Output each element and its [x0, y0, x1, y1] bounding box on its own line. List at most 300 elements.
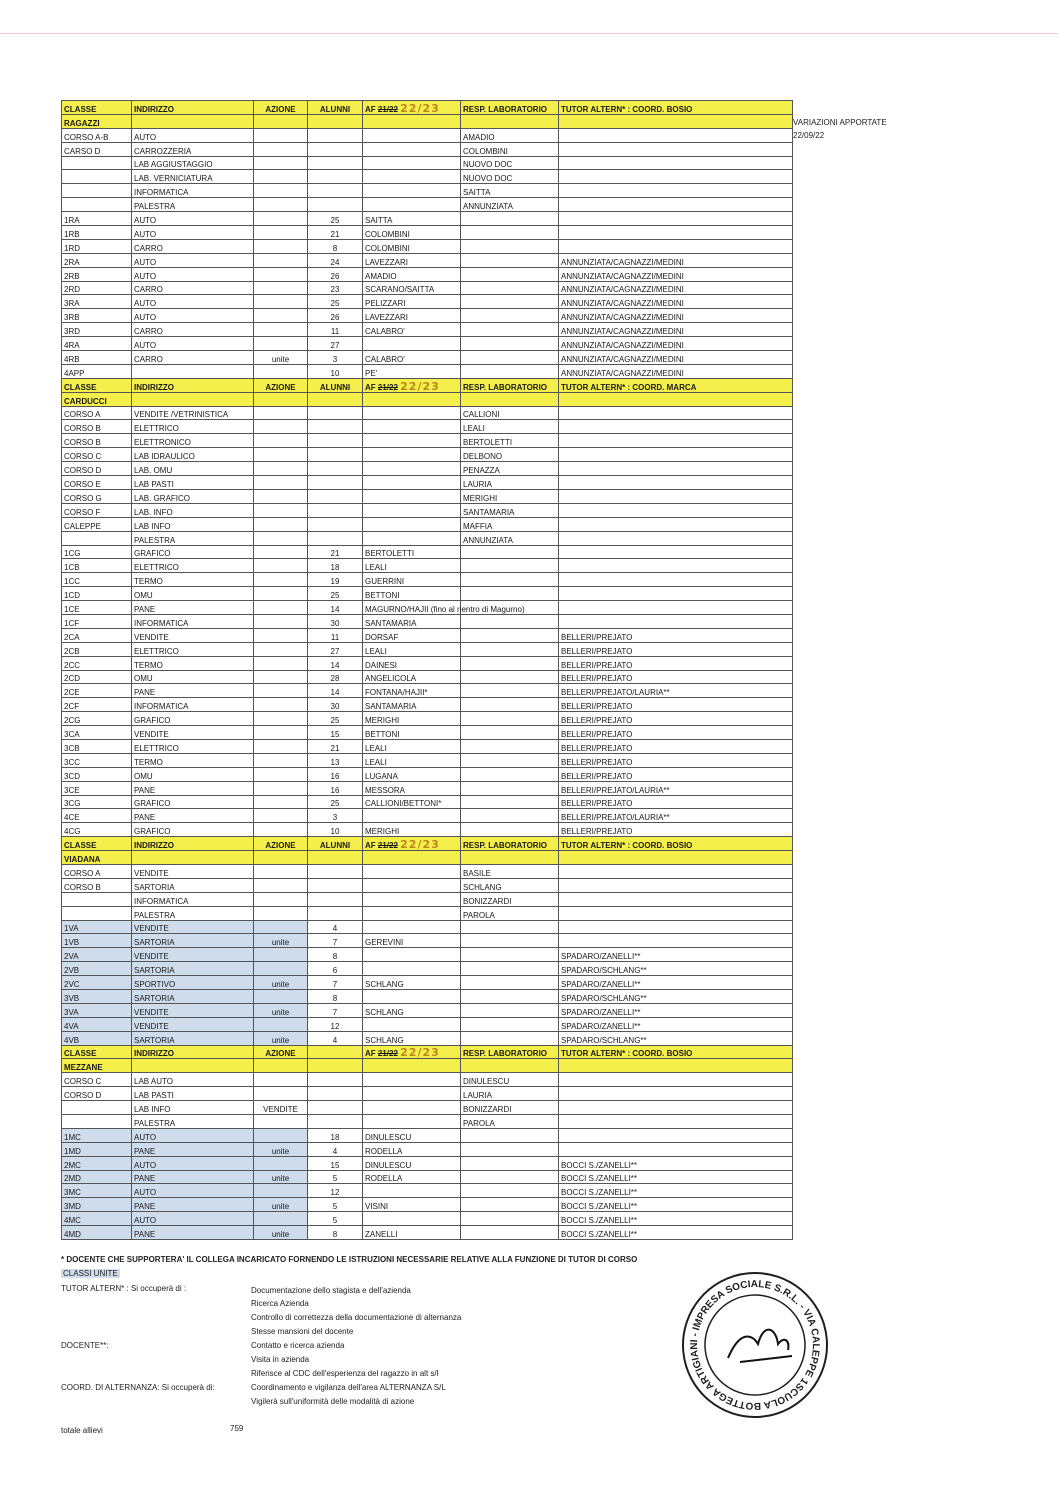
table-row	[62, 990, 793, 1004]
cell-classe: CORSO D	[62, 462, 132, 476]
cell-indirizzo: GRAFICO	[132, 545, 254, 559]
cell-indirizzo: VENDITE	[132, 1003, 254, 1017]
table-row	[62, 906, 793, 920]
cell-af: GUERRINI	[363, 573, 461, 587]
cell-classe	[62, 906, 132, 920]
cell-azione	[254, 823, 308, 837]
cell-azione	[254, 364, 308, 378]
cell-af: CALLIONI/BETTONI*	[363, 795, 461, 809]
cell-indirizzo: LAB PASTI	[132, 476, 254, 490]
cell-azione	[254, 892, 308, 906]
cell-indirizzo: GRAFICO	[132, 823, 254, 837]
cell-azione: unite	[254, 1003, 308, 1017]
table-row	[62, 892, 793, 906]
cell-af: MERIGHI	[363, 712, 461, 726]
cell-azione	[254, 142, 308, 156]
cell-alunni: ALUNNI	[308, 378, 363, 392]
coord-label: COORD. DI ALTERNANZA: Si occuperà di:	[61, 1383, 215, 1392]
cell-tutor: BELLERI/PREJATO	[559, 753, 793, 767]
cell-azione	[254, 684, 308, 698]
cell-tutor: BOCCI S./ZANELLI**	[559, 1198, 793, 1212]
cell-resp: MERIGHI	[461, 489, 559, 503]
cell-indirizzo: INFORMATICA	[132, 698, 254, 712]
cell-af	[363, 503, 461, 517]
cell-indirizzo: LAB PASTI	[132, 1087, 254, 1101]
cell-indirizzo: AUTO	[132, 212, 254, 226]
cell-classe: 3MC	[62, 1184, 132, 1198]
cell-classe: CORSO G	[62, 489, 132, 503]
table-row	[62, 1226, 793, 1240]
cell-tutor	[559, 1073, 793, 1087]
cell-azione	[254, 990, 308, 1004]
cell-azione	[254, 712, 308, 726]
cell-resp: SANTAMARIA	[461, 503, 559, 517]
cell-indirizzo: VENDITE	[132, 628, 254, 642]
cell-resp	[461, 962, 559, 976]
cell-indirizzo: PANE	[132, 809, 254, 823]
header-row	[62, 101, 793, 115]
table-row	[62, 573, 793, 587]
cell-alunni: 25	[308, 295, 363, 309]
cell-resp	[461, 726, 559, 740]
cell-tutor	[559, 462, 793, 476]
cell-classe	[62, 531, 132, 545]
cell-classe: 3CC	[62, 753, 132, 767]
cell-classe: 1VB	[62, 934, 132, 948]
cell-alunni: ALUNNI	[308, 101, 363, 115]
cell-tutor: BELLERI/PREJATO	[559, 795, 793, 809]
cell-af: SCHLANG	[363, 976, 461, 990]
variations-title: VARIAZIONI APPORTATE	[793, 118, 887, 127]
cell-azione	[254, 1115, 308, 1129]
table-row	[62, 309, 793, 323]
table-row	[62, 864, 793, 878]
cell-classe: 3CG	[62, 795, 132, 809]
cell-tutor	[559, 420, 793, 434]
table-row	[62, 128, 793, 142]
class-assignment-table	[61, 100, 793, 1240]
variations-date: 22/09/22	[793, 131, 825, 140]
cell-azione	[254, 1073, 308, 1087]
cell-alunni: 5	[308, 1170, 363, 1184]
cell-classe: 1RD	[62, 239, 132, 253]
cell-classe: CORSO A-B	[62, 128, 132, 142]
cell-azione	[254, 1017, 308, 1031]
cell-af: AF 21/22 22/23	[363, 1045, 461, 1059]
cell-alunni	[308, 1115, 363, 1129]
cell-alunni	[308, 462, 363, 476]
cell-af: SCHLANG	[363, 1031, 461, 1045]
cell-af: LEALI	[363, 753, 461, 767]
cell-indirizzo: VENDITE /VETRINISTICA	[132, 406, 254, 420]
cell-tutor: TUTOR ALTERN* : COORD. BOSIO	[559, 1045, 793, 1059]
cell-af: BETTONI	[363, 726, 461, 740]
cell-tutor	[559, 184, 793, 198]
table-row	[62, 559, 793, 573]
cell-resp	[461, 1128, 559, 1142]
cell-alunni	[308, 906, 363, 920]
cell-af: COLOMBINI	[363, 226, 461, 240]
cell-alunni: 26	[308, 267, 363, 281]
cell-resp	[461, 392, 559, 406]
cell-indirizzo: PANE	[132, 1142, 254, 1156]
cell-indirizzo: AUTO	[132, 253, 254, 267]
cell-tutor: BELLERI/PREJATO	[559, 726, 793, 740]
school-stamp	[680, 1270, 830, 1420]
table-row	[62, 1087, 793, 1101]
cell-classe: 3MD	[62, 1198, 132, 1212]
cell-resp: NUOVO DOC	[461, 170, 559, 184]
table-row	[62, 1073, 793, 1087]
cell-indirizzo: LAB IDRAULICO	[132, 448, 254, 462]
cell-indirizzo: PANE	[132, 1170, 254, 1184]
cell-classe: 1CB	[62, 559, 132, 573]
cell-tutor: SPADARO/ZANELLI**	[559, 1003, 793, 1017]
cell-af	[363, 1087, 461, 1101]
cell-resp	[461, 739, 559, 753]
cell-indirizzo: PANE	[132, 1198, 254, 1212]
table-row	[62, 753, 793, 767]
cell-azione	[254, 114, 308, 128]
cell-af: MERIGHI	[363, 823, 461, 837]
cell-af	[363, 170, 461, 184]
cell-alunni	[308, 878, 363, 892]
cell-resp	[461, 573, 559, 587]
header-row	[62, 378, 793, 392]
cell-indirizzo: ELETTRICO	[132, 420, 254, 434]
cell-tutor	[559, 1142, 793, 1156]
docente-item: Contatto e ricerca azienda	[251, 1341, 345, 1350]
cell-classe: CORSO A	[62, 406, 132, 420]
cell-tutor: BELLERI/PREJATO	[559, 670, 793, 684]
cell-azione	[254, 462, 308, 476]
table-row	[62, 781, 793, 795]
cell-indirizzo: INDIRIZZO	[132, 378, 254, 392]
cell-alunni: 5	[308, 1198, 363, 1212]
cell-resp: BONIZZARDI	[461, 892, 559, 906]
cell-tutor: SPADARO/ZANELLI**	[559, 976, 793, 990]
cell-alunni: 10	[308, 823, 363, 837]
cell-indirizzo: AUTO	[132, 1128, 254, 1142]
table-row	[62, 948, 793, 962]
cell-tutor	[559, 587, 793, 601]
cell-classe: 4APP	[62, 364, 132, 378]
cell-alunni: 6	[308, 962, 363, 976]
cell-resp	[461, 823, 559, 837]
table-row	[62, 364, 793, 378]
cell-azione	[254, 573, 308, 587]
cell-alunni: 7	[308, 1003, 363, 1017]
cell-classe: 2RB	[62, 267, 132, 281]
docente-label: DOCENTE**:	[61, 1341, 109, 1350]
cell-alunni	[308, 142, 363, 156]
tutor-label: TUTOR ALTERN* : Si occuperà di :	[61, 1284, 187, 1293]
cell-azione	[254, 448, 308, 462]
cell-alunni: 28	[308, 670, 363, 684]
cell-af: MESSORA	[363, 781, 461, 795]
cell-resp	[461, 670, 559, 684]
cell-alunni: 30	[308, 698, 363, 712]
cell-af: AF 21/22 22/23	[363, 837, 461, 851]
cell-tutor: ANNUNZIATA/CAGNAZZI/MEDINI	[559, 309, 793, 323]
cell-af: LEALI	[363, 559, 461, 573]
cell-azione	[254, 1059, 308, 1073]
cell-tutor	[559, 1059, 793, 1073]
cell-tutor	[559, 434, 793, 448]
cell-classe: 2CF	[62, 698, 132, 712]
cell-tutor: BELLERI/PREJATO	[559, 642, 793, 656]
cell-indirizzo: OMU	[132, 767, 254, 781]
cell-af	[363, 1101, 461, 1115]
cell-af: LEALI	[363, 739, 461, 753]
cell-azione	[254, 698, 308, 712]
cell-resp: LEALI	[461, 420, 559, 434]
table-row	[62, 739, 793, 753]
cell-indirizzo	[132, 851, 254, 865]
cell-indirizzo: TERMO	[132, 753, 254, 767]
cell-alunni: 18	[308, 559, 363, 573]
cell-tutor	[559, 614, 793, 628]
cell-azione	[254, 809, 308, 823]
table-row	[62, 295, 793, 309]
table-row	[62, 1115, 793, 1129]
cell-resp	[461, 920, 559, 934]
cell-classe: 1VA	[62, 920, 132, 934]
table-row	[62, 545, 793, 559]
table-row	[62, 587, 793, 601]
cell-indirizzo: AUTO	[132, 337, 254, 351]
cell-tutor: SPADARO/SCHLANG**	[559, 1031, 793, 1045]
stamp-text: SCUOLA BOTTEGA ARTIGIANI - IMPRESA SOCIALE S.R.L. - VIA CALEPPE 13	[688, 1278, 822, 1412]
cell-resp	[461, 851, 559, 865]
cell-resp: MAFFIA	[461, 517, 559, 531]
cell-tutor: ANNUNZIATA/CAGNAZZI/MEDINI	[559, 337, 793, 351]
cell-classe: 1CD	[62, 587, 132, 601]
cell-azione	[254, 170, 308, 184]
cell-indirizzo	[132, 114, 254, 128]
cell-alunni: 5	[308, 1212, 363, 1226]
cell-classe: CORSO B	[62, 420, 132, 434]
cell-tutor	[559, 406, 793, 420]
cell-tutor: ANNUNZIATA/CAGNAZZI/MEDINI	[559, 351, 793, 365]
cell-resp	[461, 614, 559, 628]
cell-classe: CARSO D	[62, 142, 132, 156]
cell-alunni	[308, 476, 363, 490]
cell-indirizzo: PALESTRA	[132, 531, 254, 545]
cell-af	[363, 892, 461, 906]
cell-alunni: 4	[308, 920, 363, 934]
cell-indirizzo: INFORMATICA	[132, 892, 254, 906]
cell-azione: AZIONE	[254, 378, 308, 392]
table-row	[62, 212, 793, 226]
cell-azione	[254, 1128, 308, 1142]
cell-tutor: SPADARO/ZANELLI**	[559, 1017, 793, 1031]
cell-azione	[254, 198, 308, 212]
cell-alunni	[308, 392, 363, 406]
cell-classe	[62, 1101, 132, 1115]
cell-af: MAGURNO/HAJII (fino al rientro di Magurno)	[363, 601, 461, 615]
cell-azione	[254, 878, 308, 892]
cell-tutor	[559, 392, 793, 406]
cell-azione: AZIONE	[254, 1045, 308, 1059]
table-row	[62, 656, 793, 670]
cell-resp: LAURIA	[461, 476, 559, 490]
cell-af	[363, 851, 461, 865]
cell-azione	[254, 128, 308, 142]
cell-alunni: 3	[308, 809, 363, 823]
cell-indirizzo: LAB. INFO	[132, 503, 254, 517]
cell-resp: RESP. LABORATORIO	[461, 101, 559, 115]
cell-azione	[254, 476, 308, 490]
cell-classe: MEZZANE	[62, 1059, 132, 1073]
cell-classe	[62, 198, 132, 212]
cell-classe: 1MC	[62, 1128, 132, 1142]
cell-indirizzo: PANE	[132, 781, 254, 795]
cell-tutor: BELLERI/PREJATO	[559, 823, 793, 837]
cell-af: SCARANO/SAITTA	[363, 281, 461, 295]
cell-azione	[254, 420, 308, 434]
cell-resp	[461, 337, 559, 351]
cell-resp: RESP. LABORATORIO	[461, 1045, 559, 1059]
table-row	[62, 434, 793, 448]
table-row	[62, 239, 793, 253]
section-row	[62, 1059, 793, 1073]
cell-classe: 1CG	[62, 545, 132, 559]
cell-classe: 4CE	[62, 809, 132, 823]
cell-af: RODELLA	[363, 1142, 461, 1156]
cell-af: ZANELLI	[363, 1226, 461, 1240]
cell-azione	[254, 226, 308, 240]
cell-af: BETTONI	[363, 587, 461, 601]
cell-af: AF 21/22 22/23	[363, 378, 461, 392]
tutor-item: Ricerca Azienda	[251, 1299, 309, 1308]
cell-resp	[461, 1017, 559, 1031]
table-row	[62, 337, 793, 351]
cell-tutor: BELLERI/PREJATO	[559, 628, 793, 642]
cell-af: PE'	[363, 364, 461, 378]
tutor-item: Stesse mansioni del docente	[251, 1327, 354, 1336]
cell-classe: 2RD	[62, 281, 132, 295]
cell-af: DORSAF	[363, 628, 461, 642]
cell-resp	[461, 253, 559, 267]
table-row	[62, 628, 793, 642]
cell-azione: unite	[254, 976, 308, 990]
cell-azione	[254, 670, 308, 684]
cell-resp	[461, 559, 559, 573]
cell-alunni	[308, 1059, 363, 1073]
cell-alunni: 15	[308, 1156, 363, 1170]
cell-indirizzo: AUTO	[132, 1156, 254, 1170]
cell-tutor	[559, 878, 793, 892]
cell-af: PELIZZARI	[363, 295, 461, 309]
cell-af	[363, 531, 461, 545]
cell-af	[363, 198, 461, 212]
cell-classe: 1RB	[62, 226, 132, 240]
cell-af: LUGANA	[363, 767, 461, 781]
cell-azione	[254, 406, 308, 420]
cell-azione	[254, 1087, 308, 1101]
cell-resp	[461, 239, 559, 253]
cell-resp: LAURIA	[461, 1087, 559, 1101]
table-row	[62, 809, 793, 823]
cell-azione	[254, 545, 308, 559]
cell-indirizzo: AUTO	[132, 1184, 254, 1198]
cell-classe: 4VB	[62, 1031, 132, 1045]
cell-tutor	[559, 906, 793, 920]
table-row	[62, 281, 793, 295]
cell-azione: unite	[254, 1170, 308, 1184]
cell-resp	[461, 1003, 559, 1017]
cell-af	[363, 128, 461, 142]
cell-alunni	[308, 184, 363, 198]
cell-indirizzo: OMU	[132, 670, 254, 684]
cell-classe: 2MC	[62, 1156, 132, 1170]
cell-alunni: 14	[308, 656, 363, 670]
cell-tutor	[559, 531, 793, 545]
table-row	[62, 1212, 793, 1226]
cell-af: ANGELICOLA	[363, 670, 461, 684]
cell-alunni: 30	[308, 614, 363, 628]
cell-classe: CORSO B	[62, 878, 132, 892]
coord-item: Coordinamento e vigilanza dell'area ALTERNANZA S/L	[251, 1383, 446, 1392]
cell-resp	[461, 1212, 559, 1226]
cell-azione	[254, 781, 308, 795]
cell-af	[363, 920, 461, 934]
table-row	[62, 920, 793, 934]
cell-classe: 2VC	[62, 976, 132, 990]
table-row	[62, 476, 793, 490]
cell-indirizzo: VENDITE	[132, 948, 254, 962]
cell-resp: BERTOLETTI	[461, 434, 559, 448]
cell-classe: 1CF	[62, 614, 132, 628]
cell-resp	[461, 1059, 559, 1073]
cell-indirizzo: LAB. GRAFICO	[132, 489, 254, 503]
cell-indirizzo: SARTORIA	[132, 990, 254, 1004]
cell-indirizzo	[132, 1059, 254, 1073]
cell-classe: CORSO D	[62, 1087, 132, 1101]
table-row	[62, 1031, 793, 1045]
cell-azione	[254, 726, 308, 740]
cell-indirizzo: CARRO	[132, 351, 254, 365]
cell-azione	[254, 212, 308, 226]
cell-alunni: 21	[308, 226, 363, 240]
cell-indirizzo: SARTORIA	[132, 878, 254, 892]
cell-classe: 3RB	[62, 309, 132, 323]
cell-alunni	[308, 531, 363, 545]
cell-indirizzo: VENDITE	[132, 920, 254, 934]
table-row	[62, 517, 793, 531]
cell-azione	[254, 309, 308, 323]
cell-alunni: ALUNNI	[308, 837, 363, 851]
cell-classe: CORSO E	[62, 476, 132, 490]
cell-alunni: 14	[308, 684, 363, 698]
cell-resp	[461, 1226, 559, 1240]
table-row	[62, 684, 793, 698]
cell-tutor	[559, 920, 793, 934]
cell-indirizzo: TERMO	[132, 656, 254, 670]
table-row	[62, 614, 793, 628]
cell-azione	[254, 392, 308, 406]
cell-af: SAITTA	[363, 212, 461, 226]
cell-tutor	[559, 1128, 793, 1142]
cell-alunni	[308, 864, 363, 878]
cell-alunni: 25	[308, 212, 363, 226]
cell-tutor: BELLERI/PREJATO/LAURIA**	[559, 684, 793, 698]
cell-alunni: 25	[308, 587, 363, 601]
cell-classe: 2CB	[62, 642, 132, 656]
cell-af	[363, 906, 461, 920]
stamp-outer-ring	[680, 1270, 830, 1420]
